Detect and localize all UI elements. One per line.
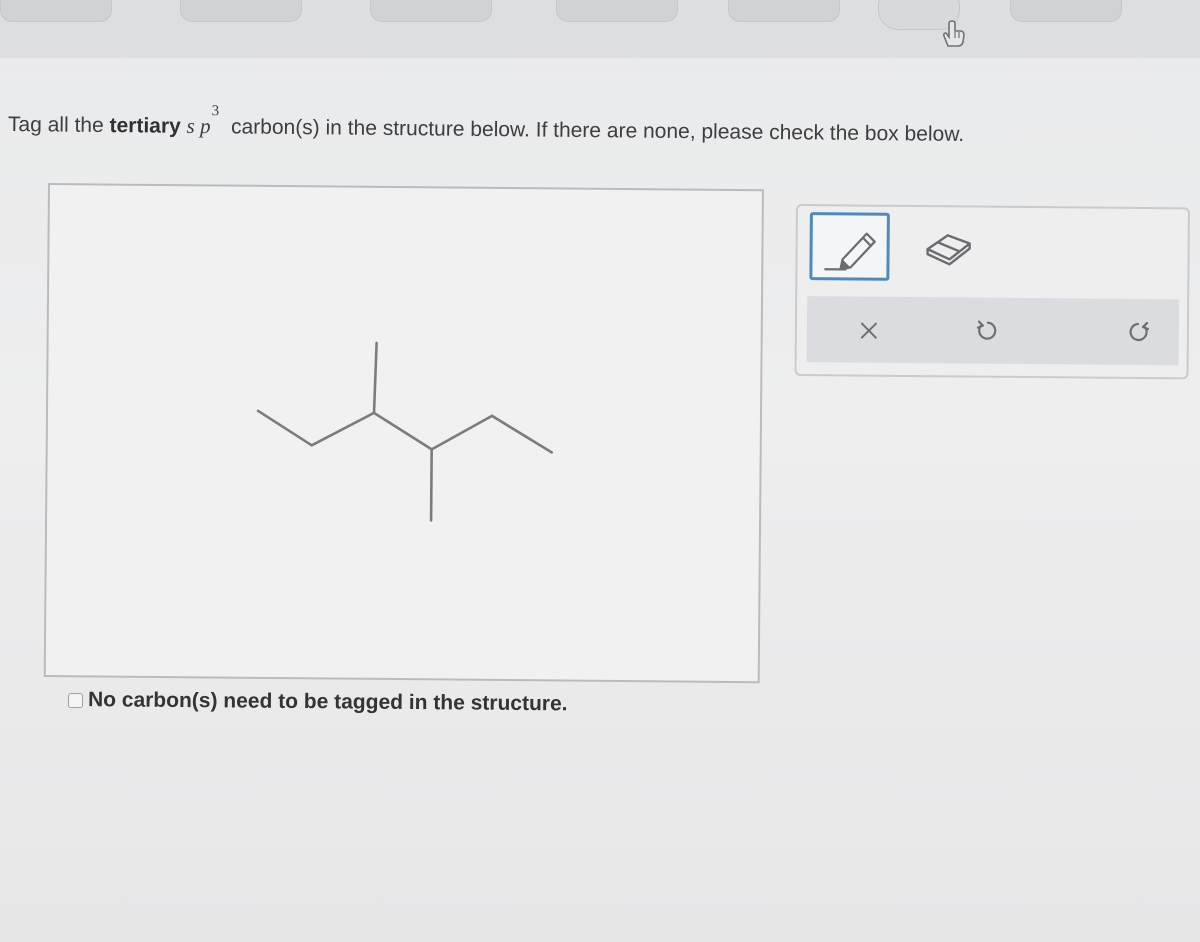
question-bold-word: tertiary [109,114,181,138]
action-row [807,296,1180,365]
skeletal-structure [46,185,762,681]
structure-canvas[interactable] [44,183,764,683]
bond [432,415,492,450]
no-carbon-checkbox[interactable] [68,693,83,708]
question-suffix: carbon(s) in the structure below. If there are none, please check the box below. [230,115,965,147]
redo-icon [1126,320,1152,346]
question-prefix: Tag all the [7,113,110,138]
top-tab[interactable] [180,0,302,22]
top-tab[interactable] [1010,0,1122,22]
top-tab[interactable] [556,0,678,22]
top-tab[interactable] [370,0,492,22]
sp-superscript: 3 [211,103,220,120]
no-carbon-checkbox-row[interactable] [68,688,568,716]
drawing-toolbar [794,204,1189,379]
bond [431,449,432,520]
bond [374,413,432,450]
pencil-tool-button[interactable] [809,212,890,281]
pencil-icon [812,215,887,278]
top-browser-strip [0,0,1200,58]
undo-icon [974,319,1000,345]
top-tab[interactable] [728,0,840,22]
top-tab[interactable] [0,0,112,22]
redo-button[interactable] [1115,309,1163,357]
hand-cursor-icon [934,16,974,50]
eraser-icon [917,223,977,272]
bond [258,411,312,445]
eraser-tool-button[interactable] [917,223,977,272]
clear-button[interactable] [845,306,893,354]
sp-hybridization: s p [186,113,211,139]
bond [312,412,374,446]
undo-button[interactable] [963,307,1011,355]
close-icon [857,319,881,343]
question-text [7,103,1200,149]
no-carbon-checkbox-label[interactable]: No carbon(s) need to be tagged in the structure. [87,688,568,716]
bond [374,343,377,413]
bond [492,416,552,453]
